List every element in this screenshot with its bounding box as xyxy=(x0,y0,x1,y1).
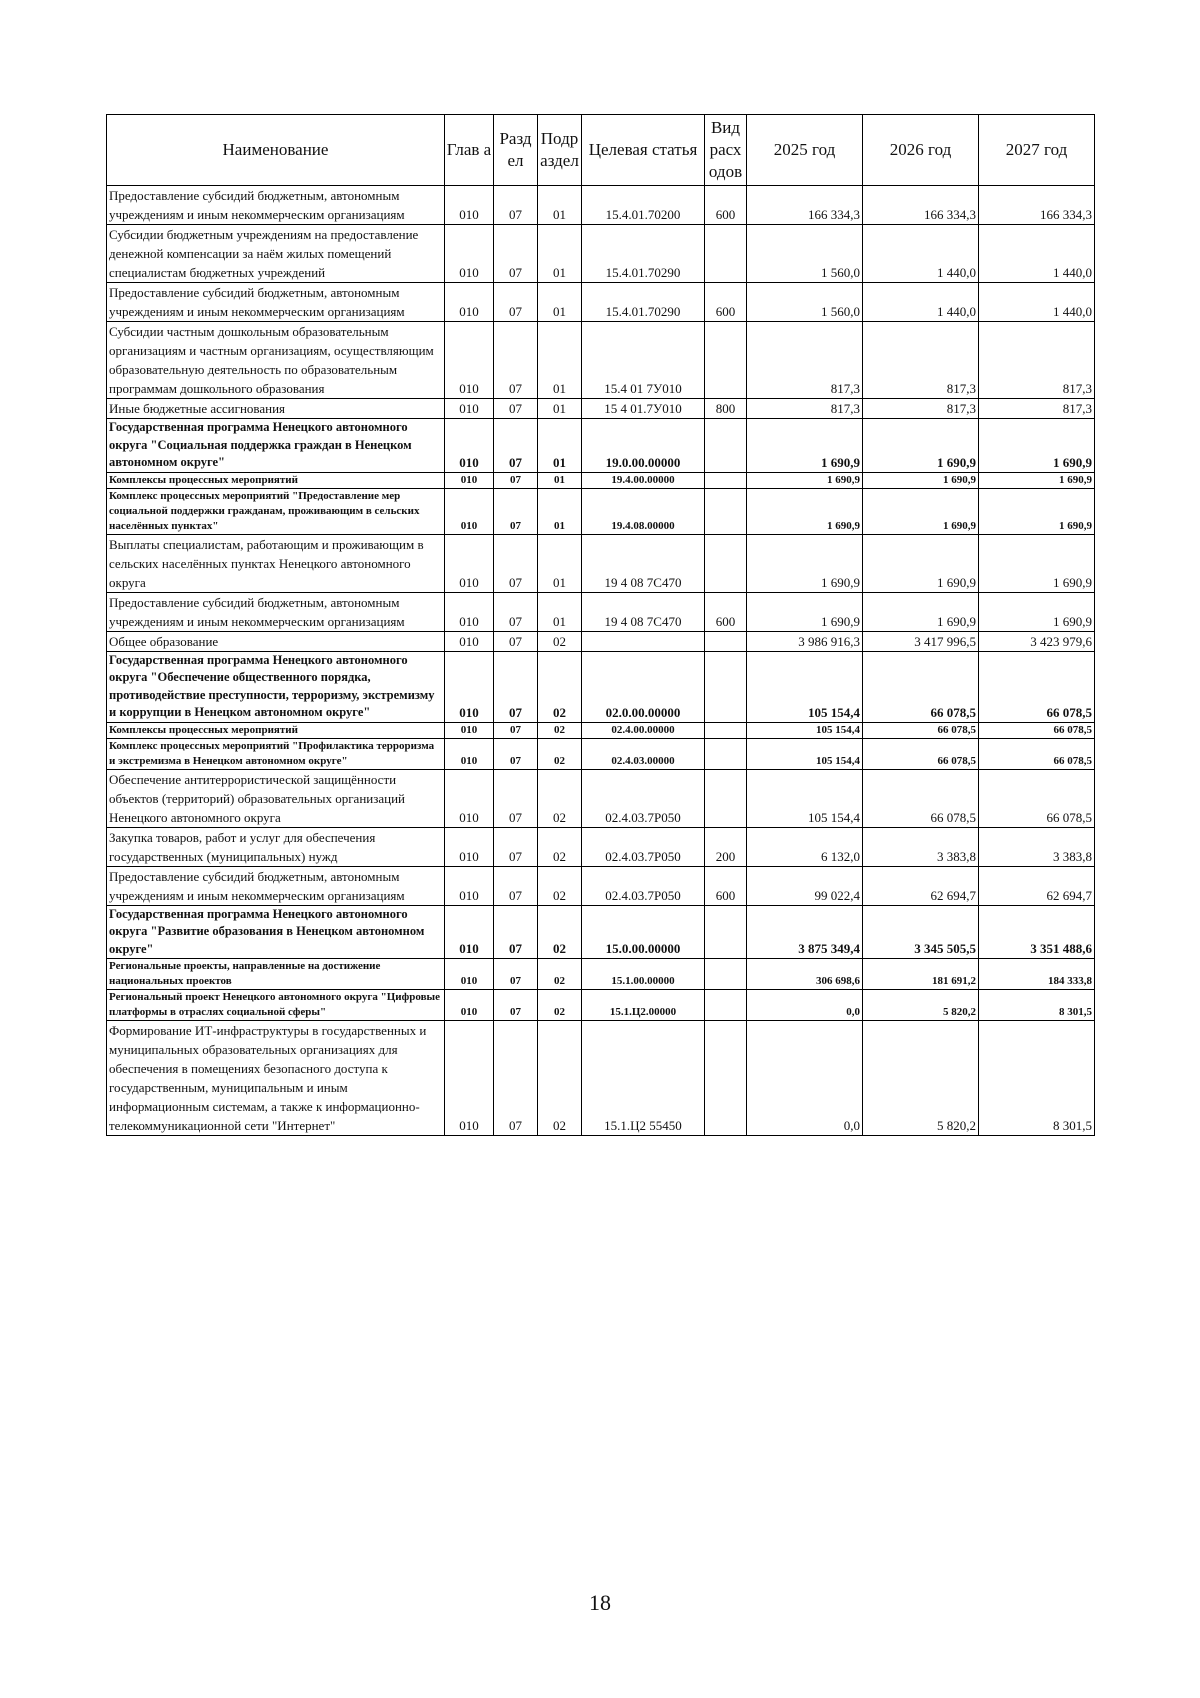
cell-glava: 010 xyxy=(445,827,494,866)
cell-vid: 600 xyxy=(705,866,747,905)
cell-y2026: 1 690,9 xyxy=(863,472,979,488)
cell-y2026: 1 440,0 xyxy=(863,225,979,283)
cell-y2025: 1 690,9 xyxy=(747,419,863,473)
cell-y2025: 105 154,4 xyxy=(747,722,863,738)
cell-glava: 010 xyxy=(445,592,494,631)
cell-vid xyxy=(705,488,747,534)
cell-y2027: 1 690,9 xyxy=(979,472,1095,488)
cell-tselevaya: 15.0.00.00000 xyxy=(582,905,705,959)
cell-glava: 010 xyxy=(445,738,494,769)
cell-razdel: 07 xyxy=(494,905,538,959)
cell-glava: 010 xyxy=(445,905,494,959)
cell-razdel: 07 xyxy=(494,186,538,225)
table-row xyxy=(107,399,1095,419)
cell-y2025: 99 022,4 xyxy=(747,866,863,905)
cell-y2026: 181 691,2 xyxy=(863,959,979,990)
cell-podrazdel: 01 xyxy=(538,534,582,592)
cell-podrazdel: 02 xyxy=(538,959,582,990)
cell-y2025: 1 690,9 xyxy=(747,534,863,592)
cell-podrazdel: 01 xyxy=(538,283,582,322)
cell-razdel: 07 xyxy=(494,738,538,769)
cell-glava: 010 xyxy=(445,419,494,473)
cell-razdel: 07 xyxy=(494,722,538,738)
cell-name: Предоставление субсидий бюджетным, автономным учреждениям и иным некоммерческим организациям xyxy=(107,283,445,322)
cell-tselevaya xyxy=(582,631,705,651)
cell-name: Комплексы процессных мероприятий xyxy=(107,472,445,488)
cell-y2026: 817,3 xyxy=(863,399,979,419)
cell-y2027: 1 690,9 xyxy=(979,592,1095,631)
cell-tselevaya: 02.4.03.7Р050 xyxy=(582,827,705,866)
cell-podrazdel: 01 xyxy=(538,592,582,631)
cell-glava: 010 xyxy=(445,322,494,399)
cell-podrazdel: 01 xyxy=(538,225,582,283)
cell-y2025: 1 690,9 xyxy=(747,472,863,488)
cell-name: Региональные проекты, направленные на достижение национальных проектов xyxy=(107,959,445,990)
cell-name: Формирование ИТ-инфраструктуры в государственных и муниципальных образовательных организациях для обеспечения в помещениях безопасного доступа к государственным, муниципальным и иным информационным системам, а также к информационно-телекоммуникационной сети "Интернет" xyxy=(107,1021,445,1136)
cell-name: Комплекс процессных мероприятий "Профилактика терроризма и экстремизма в Ненецком автономном округе" xyxy=(107,738,445,769)
cell-y2025: 166 334,3 xyxy=(747,186,863,225)
table-header-row xyxy=(107,115,1095,186)
cell-y2027: 1 690,9 xyxy=(979,534,1095,592)
cell-glava: 010 xyxy=(445,534,494,592)
col-header-name: Наименование xyxy=(107,115,445,186)
cell-vid xyxy=(705,959,747,990)
cell-name: Комплексы процессных мероприятий xyxy=(107,722,445,738)
cell-razdel: 07 xyxy=(494,283,538,322)
cell-tselevaya: 15.4.01.70290 xyxy=(582,225,705,283)
table-row xyxy=(107,722,1095,738)
cell-name: Предоставление субсидий бюджетным, автономным учреждениям и иным некоммерческим организациям xyxy=(107,186,445,225)
cell-y2026: 1 690,9 xyxy=(863,488,979,534)
cell-y2025: 1 560,0 xyxy=(747,283,863,322)
cell-vid xyxy=(705,1021,747,1136)
cell-y2025: 105 154,4 xyxy=(747,738,863,769)
cell-name: Государственная программа Ненецкого автономного округа "Обеспечение общественного порядка, противодействие преступности, терроризму, экстремизму и коррупции в Ненецком автономном округе" xyxy=(107,651,445,722)
cell-glava: 010 xyxy=(445,959,494,990)
cell-vid xyxy=(705,419,747,473)
cell-tselevaya: 02.4.03.00000 xyxy=(582,738,705,769)
cell-y2027: 1 440,0 xyxy=(979,283,1095,322)
cell-vid xyxy=(705,769,747,827)
cell-glava: 010 xyxy=(445,488,494,534)
cell-tselevaya: 19.0.00.00000 xyxy=(582,419,705,473)
cell-y2025: 105 154,4 xyxy=(747,651,863,722)
cell-razdel: 07 xyxy=(494,827,538,866)
cell-glava: 010 xyxy=(445,990,494,1021)
cell-y2027: 66 078,5 xyxy=(979,651,1095,722)
cell-y2026: 62 694,7 xyxy=(863,866,979,905)
cell-glava: 010 xyxy=(445,186,494,225)
cell-glava: 010 xyxy=(445,769,494,827)
cell-y2025: 105 154,4 xyxy=(747,769,863,827)
cell-glava: 010 xyxy=(445,1021,494,1136)
cell-name: Закупка товаров, работ и услуг для обеспечения государственных (муниципальных) нужд xyxy=(107,827,445,866)
cell-podrazdel: 02 xyxy=(538,1021,582,1136)
cell-glava: 010 xyxy=(445,866,494,905)
cell-tselevaya: 15.1.Ц2 55450 xyxy=(582,1021,705,1136)
cell-podrazdel: 02 xyxy=(538,990,582,1021)
cell-tselevaya: 19 4 08 7С470 xyxy=(582,534,705,592)
cell-y2025: 0,0 xyxy=(747,990,863,1021)
cell-y2025: 1 560,0 xyxy=(747,225,863,283)
cell-tselevaya: 02.4.00.00000 xyxy=(582,722,705,738)
cell-tselevaya: 02.0.00.00000 xyxy=(582,651,705,722)
cell-razdel: 07 xyxy=(494,534,538,592)
cell-y2026: 817,3 xyxy=(863,322,979,399)
cell-y2025: 306 698,6 xyxy=(747,959,863,990)
cell-name: Общее образование xyxy=(107,631,445,651)
table-row xyxy=(107,322,1095,399)
cell-glava: 010 xyxy=(445,225,494,283)
cell-glava: 010 xyxy=(445,651,494,722)
cell-y2027: 1 440,0 xyxy=(979,225,1095,283)
cell-name: Выплаты специалистам, работающим и проживающим в сельских населённых пунктах Ненецкого автономного округа xyxy=(107,534,445,592)
cell-tselevaya: 19.4.00.00000 xyxy=(582,472,705,488)
cell-razdel: 07 xyxy=(494,322,538,399)
cell-razdel: 07 xyxy=(494,990,538,1021)
cell-podrazdel: 01 xyxy=(538,399,582,419)
cell-tselevaya: 15.4.01.70290 xyxy=(582,283,705,322)
cell-y2027: 817,3 xyxy=(979,399,1095,419)
cell-vid: 600 xyxy=(705,592,747,631)
cell-tselevaya: 15.1.00.00000 xyxy=(582,959,705,990)
cell-name: Комплекс процессных мероприятий "Предоставление мер социальной поддержки гражданам, проживающим в сельских населённых пунктах" xyxy=(107,488,445,534)
cell-name: Субсидии бюджетным учреждениям на предоставление денежной компенсации за наём жилых помещений специалистам бюджетных учреждений xyxy=(107,225,445,283)
cell-y2027: 66 078,5 xyxy=(979,769,1095,827)
cell-y2027: 184 333,8 xyxy=(979,959,1095,990)
cell-name: Региональный проект Ненецкого автономного округа "Цифровые платформы в отраслях социальной сферы" xyxy=(107,990,445,1021)
cell-podrazdel: 02 xyxy=(538,769,582,827)
page-number: 18 xyxy=(589,1590,611,1615)
cell-glava: 010 xyxy=(445,722,494,738)
cell-podrazdel: 02 xyxy=(538,827,582,866)
cell-y2026: 5 820,2 xyxy=(863,1021,979,1136)
cell-y2025: 817,3 xyxy=(747,322,863,399)
cell-y2026: 5 820,2 xyxy=(863,990,979,1021)
cell-y2025: 1 690,9 xyxy=(747,592,863,631)
cell-podrazdel: 02 xyxy=(538,651,582,722)
cell-vid xyxy=(705,631,747,651)
cell-tselevaya: 15.4.01.70200 xyxy=(582,186,705,225)
cell-razdel: 07 xyxy=(494,488,538,534)
cell-vid xyxy=(705,651,747,722)
budget-table xyxy=(106,114,1095,1136)
cell-y2025: 817,3 xyxy=(747,399,863,419)
cell-podrazdel: 01 xyxy=(538,419,582,473)
col-header-2027: 2027 год xyxy=(979,115,1095,186)
cell-vid xyxy=(705,534,747,592)
cell-vid xyxy=(705,722,747,738)
cell-tselevaya: 19 4 08 7С470 xyxy=(582,592,705,631)
cell-razdel: 07 xyxy=(494,399,538,419)
cell-tselevaya: 15.4 01 7У010 xyxy=(582,322,705,399)
cell-name: Предоставление субсидий бюджетным, автономным учреждениям и иным некоммерческим организациям xyxy=(107,866,445,905)
cell-y2026: 3 383,8 xyxy=(863,827,979,866)
cell-glava: 010 xyxy=(445,631,494,651)
col-header-2026: 2026 год xyxy=(863,115,979,186)
cell-y2026: 3 417 996,5 xyxy=(863,631,979,651)
cell-y2025: 3 986 916,3 xyxy=(747,631,863,651)
col-header-razdel: Разд ел xyxy=(494,115,538,186)
cell-name: Иные бюджетные ассигнования xyxy=(107,399,445,419)
cell-name: Государственная программа Ненецкого автономного округа "Развитие образования в Ненецком автономном округе" xyxy=(107,905,445,959)
cell-tselevaya: 02.4.03.7Р050 xyxy=(582,866,705,905)
cell-y2027: 817,3 xyxy=(979,322,1095,399)
cell-tselevaya: 15 4 01.7У010 xyxy=(582,399,705,419)
cell-y2027: 66 078,5 xyxy=(979,722,1095,738)
cell-podrazdel: 02 xyxy=(538,905,582,959)
table-row xyxy=(107,631,1095,651)
cell-tselevaya: 19.4.08.00000 xyxy=(582,488,705,534)
table-row xyxy=(107,225,1095,283)
table-row xyxy=(107,651,1095,722)
cell-vid xyxy=(705,472,747,488)
cell-y2027: 8 301,5 xyxy=(979,990,1095,1021)
cell-razdel: 07 xyxy=(494,592,538,631)
table-row xyxy=(107,990,1095,1021)
cell-y2027: 62 694,7 xyxy=(979,866,1095,905)
cell-tselevaya: 02.4.03.7Р050 xyxy=(582,769,705,827)
cell-podrazdel: 01 xyxy=(538,488,582,534)
cell-razdel: 07 xyxy=(494,419,538,473)
cell-y2027: 3 423 979,6 xyxy=(979,631,1095,651)
cell-y2026: 66 078,5 xyxy=(863,722,979,738)
cell-y2025: 0,0 xyxy=(747,1021,863,1136)
cell-y2026: 1 690,9 xyxy=(863,419,979,473)
cell-podrazdel: 01 xyxy=(538,186,582,225)
cell-glava: 010 xyxy=(445,399,494,419)
table-row xyxy=(107,472,1095,488)
table-row xyxy=(107,488,1095,534)
table-row xyxy=(107,186,1095,225)
cell-name: Обеспечение антитеррористической защищённости объектов (территорий) образовательных организаций Ненецкого автономного округа xyxy=(107,769,445,827)
cell-podrazdel: 02 xyxy=(538,631,582,651)
cell-y2027: 8 301,5 xyxy=(979,1021,1095,1136)
cell-y2025: 1 690,9 xyxy=(747,488,863,534)
cell-y2026: 3 345 505,5 xyxy=(863,905,979,959)
cell-glava: 010 xyxy=(445,472,494,488)
cell-y2027: 1 690,9 xyxy=(979,419,1095,473)
cell-razdel: 07 xyxy=(494,225,538,283)
table-row xyxy=(107,827,1095,866)
cell-vid xyxy=(705,990,747,1021)
table-row xyxy=(107,769,1095,827)
cell-y2027: 3 351 488,6 xyxy=(979,905,1095,959)
cell-y2025: 3 875 349,4 xyxy=(747,905,863,959)
cell-y2026: 1 690,9 xyxy=(863,592,979,631)
cell-razdel: 07 xyxy=(494,1021,538,1136)
cell-y2027: 1 690,9 xyxy=(979,488,1095,534)
cell-vid xyxy=(705,738,747,769)
cell-podrazdel: 02 xyxy=(538,738,582,769)
cell-name: Государственная программа Ненецкого автономного округа "Социальная поддержка граждан в Ненецком автономном округе" xyxy=(107,419,445,473)
table-row xyxy=(107,738,1095,769)
col-header-2025: 2025 год xyxy=(747,115,863,186)
cell-razdel: 07 xyxy=(494,472,538,488)
col-header-vid: Вид расх одов xyxy=(705,115,747,186)
cell-vid xyxy=(705,322,747,399)
cell-y2027: 3 383,8 xyxy=(979,827,1095,866)
cell-y2026: 1 690,9 xyxy=(863,534,979,592)
cell-y2026: 166 334,3 xyxy=(863,186,979,225)
cell-name: Предоставление субсидий бюджетным, автономным учреждениям и иным некоммерческим организациям xyxy=(107,592,445,631)
cell-y2027: 66 078,5 xyxy=(979,738,1095,769)
cell-podrazdel: 02 xyxy=(538,722,582,738)
cell-vid xyxy=(705,905,747,959)
col-header-tselevaya: Целевая статья xyxy=(582,115,705,186)
cell-y2025: 6 132,0 xyxy=(747,827,863,866)
cell-vid xyxy=(705,225,747,283)
table-row xyxy=(107,419,1095,473)
table-row xyxy=(107,283,1095,322)
cell-podrazdel: 01 xyxy=(538,472,582,488)
col-header-glava: Глав а xyxy=(445,115,494,186)
cell-glava: 010 xyxy=(445,283,494,322)
cell-y2026: 66 078,5 xyxy=(863,651,979,722)
cell-y2026: 1 440,0 xyxy=(863,283,979,322)
table-row xyxy=(107,866,1095,905)
cell-vid: 800 xyxy=(705,399,747,419)
table-row xyxy=(107,959,1095,990)
table-row xyxy=(107,1021,1095,1136)
cell-razdel: 07 xyxy=(494,866,538,905)
cell-razdel: 07 xyxy=(494,959,538,990)
cell-podrazdel: 02 xyxy=(538,866,582,905)
cell-tselevaya: 15.1.Ц2.00000 xyxy=(582,990,705,1021)
cell-podrazdel: 01 xyxy=(538,322,582,399)
col-header-podrazdel: Подр аздел xyxy=(538,115,582,186)
table-row xyxy=(107,592,1095,631)
table-body xyxy=(107,186,1095,1136)
table-row xyxy=(107,905,1095,959)
cell-vid: 600 xyxy=(705,186,747,225)
cell-y2026: 66 078,5 xyxy=(863,769,979,827)
cell-y2026: 66 078,5 xyxy=(863,738,979,769)
cell-vid: 200 xyxy=(705,827,747,866)
cell-razdel: 07 xyxy=(494,631,538,651)
table-row xyxy=(107,534,1095,592)
cell-razdel: 07 xyxy=(494,769,538,827)
cell-y2027: 166 334,3 xyxy=(979,186,1095,225)
cell-name: Субсидии частным дошкольным образовательным организациям и частным организациям, осуществляющим образовательную деятельность по образовательным программам дошкольного образования xyxy=(107,322,445,399)
cell-vid: 600 xyxy=(705,283,747,322)
cell-razdel: 07 xyxy=(494,651,538,722)
